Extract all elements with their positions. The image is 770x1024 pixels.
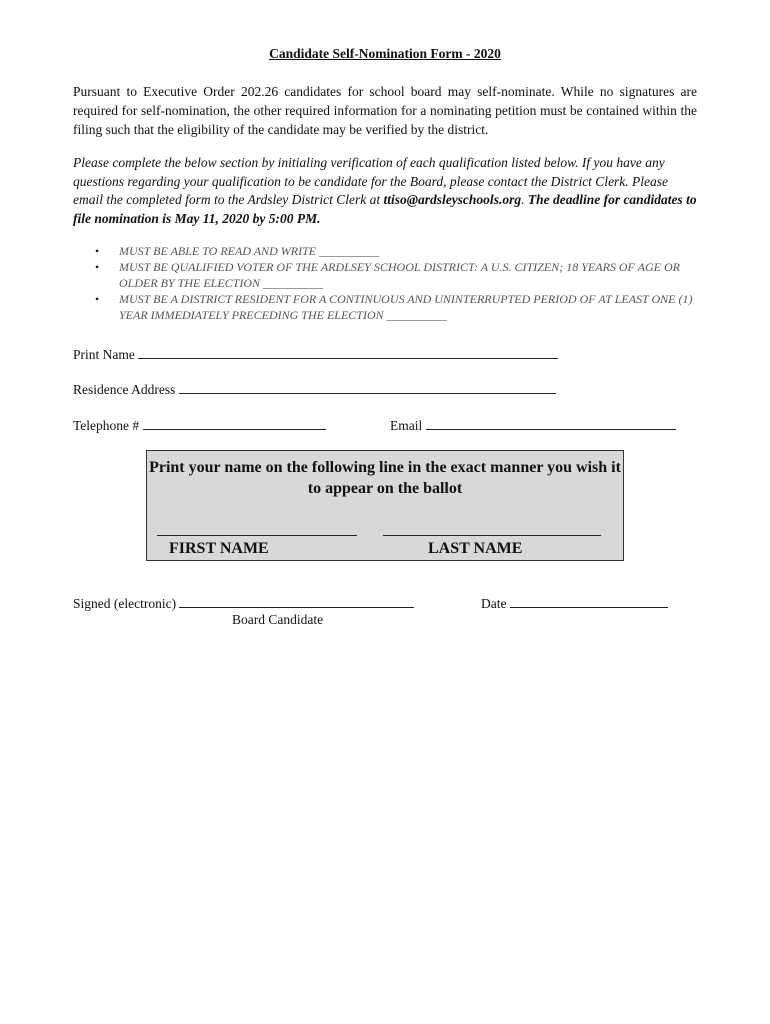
last-name-label: LAST NAME: [428, 540, 523, 557]
instructions-paragraph: [73, 154, 697, 228]
intro-paragraph: Pursuant to Executive Order 202.26 candidates for school board may self-nominate. While no signatures are required for self-nomination, the other required information for a nominating petition must be contained within the filing such that the eligibility of the candidate may be verified by the district.: [73, 84, 697, 137]
print-name-input[interactable]: [138, 345, 558, 359]
first-name-label: FIRST NAME: [169, 540, 269, 557]
ballot-name-box: [146, 450, 624, 561]
qualification-item[interactable]: • MUST BE ABLE TO READ AND WRITE __________: [73, 243, 703, 259]
residence-address-input[interactable]: [179, 380, 556, 394]
telephone-row: [73, 416, 326, 434]
board-candidate-caption: Board Candidate: [232, 612, 324, 627]
ballot-heading: Print your name on the following line in the exact manner you wish it to appear on the ballot: [149, 459, 621, 497]
email-input[interactable]: [426, 416, 676, 430]
date-row: [481, 594, 668, 612]
qualification-item[interactable]: • MUST BE A DISTRICT RESIDENT FOR A CONTINUOUS AND UNINTERRUPTED PERIOD OF AT LEAST ONE (1) YEAR IMMEDIATELY PRECEDING THE ELECTION __________: [73, 291, 703, 323]
residence-address-label: Residence Address: [73, 382, 176, 397]
date-label: Date: [481, 596, 507, 611]
instructions-punct: .: [521, 192, 528, 207]
date-input[interactable]: [510, 594, 668, 608]
instructions-text: Please complete the below section by initialing verification of each qualification listed below. If you have any questions regarding your qualification to be candidate for the Board, please contact the District Clerk. Please email the completed form to the Ardsley District Clerk at: [73, 155, 669, 207]
clerk-email-address: ttiso@ardsleyschools.org: [383, 192, 522, 207]
telephone-input[interactable]: [143, 416, 326, 430]
qualifications-list: [73, 243, 703, 323]
deadline-text: The deadline for candidates to file nomination is May 11, 2020 by 5:00 PM.: [73, 192, 697, 226]
email-row: [390, 416, 676, 434]
form-title: Candidate Self-Nomination Form - 2020: [269, 46, 501, 61]
qualification-item[interactable]: • MUST BE QUALIFIED VOTER OF THE ARDLSEY SCHOOL DISTRICT: A U.S. CITIZEN; 18 YEARS OF AGE OR OLDER BY THE ELECTION __________: [73, 259, 703, 291]
signed-label: Signed (electronic): [73, 596, 177, 611]
print-name-label: Print Name: [73, 347, 135, 362]
residence-address-row: [73, 380, 556, 398]
last-name-input[interactable]: [383, 535, 601, 536]
signature-input[interactable]: [179, 594, 414, 608]
telephone-label: Telephone #: [73, 418, 140, 433]
first-name-input[interactable]: [157, 535, 357, 536]
signature-row: [73, 594, 414, 612]
print-name-row: [73, 345, 558, 363]
email-label: Email: [390, 418, 423, 433]
